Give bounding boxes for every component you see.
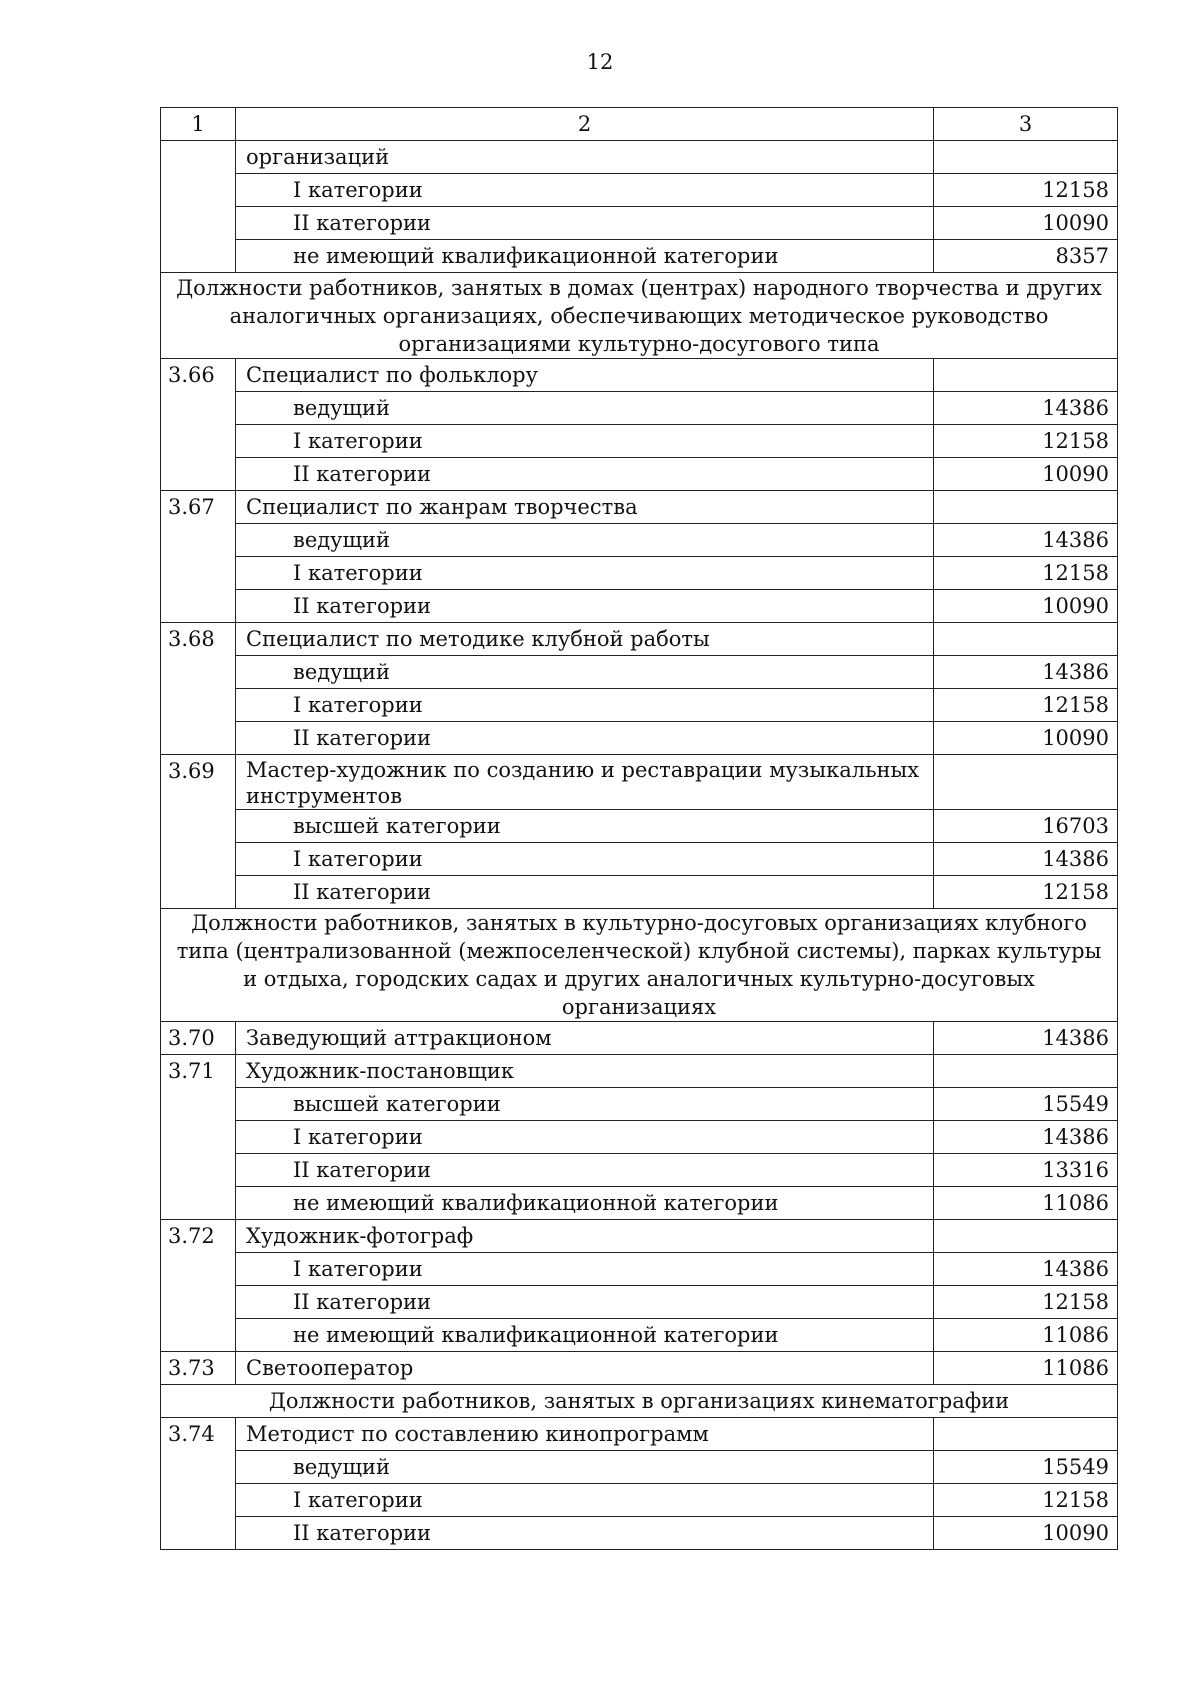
salary-value (934, 1418, 1118, 1451)
category-label: высшей категории (236, 1088, 934, 1121)
table-row (161, 141, 1118, 174)
position-number: 3.73 (161, 1352, 236, 1385)
position-title: Мастер-художник по созданию и реставрации музыкальных инструментов (236, 755, 934, 810)
salary-value: 14386 (934, 524, 1118, 557)
salary-value: 15549 (934, 1451, 1118, 1484)
table-row (161, 1121, 1118, 1154)
salary-value: 10090 (934, 590, 1118, 623)
salary-value (934, 1220, 1118, 1253)
table-row (161, 810, 1118, 843)
salary-value: 12158 (934, 1286, 1118, 1319)
category-label: II категории (236, 1517, 934, 1550)
table-row (161, 458, 1118, 491)
salary-value: 12158 (934, 174, 1118, 207)
position-title: организаций (236, 141, 934, 174)
position-title: Методист по составлению кинопрограмм (236, 1418, 934, 1451)
position-title: Художник-фотограф (236, 1220, 934, 1253)
position-title: Специалист по методике клубной работы (236, 623, 934, 656)
salary-value: 14386 (934, 843, 1118, 876)
category-label: I категории (236, 557, 934, 590)
table-header-row (161, 108, 1118, 141)
salary-value: 10090 (934, 1517, 1118, 1550)
salary-value: 10090 (934, 207, 1118, 240)
table-row (161, 1517, 1118, 1550)
column-header-2: 2 (236, 108, 934, 141)
table-row (161, 174, 1118, 207)
category-label: I категории (236, 843, 934, 876)
category-label: не имеющий квалификационной категории (236, 240, 934, 273)
salary-table (160, 107, 1118, 1550)
position-number: 3.70 (161, 1022, 236, 1055)
section-heading: Должности работников, занятых в домах (центрах) народного творчества и других аналогичных организациях, обеспечивающих методическое руководство организациями культурно-досугового типа (161, 273, 1118, 359)
table-row (161, 1154, 1118, 1187)
table-row (161, 1088, 1118, 1121)
column-header-1: 1 (161, 108, 236, 141)
position-title: Светооператор (236, 1352, 934, 1385)
page-number: 12 (586, 50, 614, 74)
category-label: II категории (236, 722, 934, 755)
salary-value: 10090 (934, 458, 1118, 491)
table-row (161, 1187, 1118, 1220)
position-title: Специалист по жанрам творчества (236, 491, 934, 524)
table-row (161, 425, 1118, 458)
table-row (161, 359, 1118, 392)
section-heading: Должности работников, занятых в организациях кинематографии (161, 1385, 1118, 1418)
table-row (161, 1451, 1118, 1484)
table-row (161, 755, 1118, 810)
salary-value: 11086 (934, 1319, 1118, 1352)
salary-value: 14386 (934, 656, 1118, 689)
category-label: II категории (236, 458, 934, 491)
salary-value: 12158 (934, 1484, 1118, 1517)
category-label: I категории (236, 689, 934, 722)
table-row (161, 1055, 1118, 1088)
salary-value: 12158 (934, 689, 1118, 722)
position-title: Специалист по фольклору (236, 359, 934, 392)
position-number: 3.67 (161, 491, 236, 623)
salary-value: 12158 (934, 425, 1118, 458)
salary-value (934, 1055, 1118, 1088)
table-row (161, 722, 1118, 755)
category-label: II категории (236, 1286, 934, 1319)
category-label: II категории (236, 207, 934, 240)
table-row (161, 1286, 1118, 1319)
category-label: I категории (236, 425, 934, 458)
category-label: I категории (236, 1121, 934, 1154)
salary-value: 14386 (934, 1121, 1118, 1154)
section-heading-row (161, 1385, 1118, 1418)
salary-value: 11086 (934, 1352, 1118, 1385)
salary-value (934, 755, 1118, 810)
salary-value: 13316 (934, 1154, 1118, 1187)
salary-value: 16703 (934, 810, 1118, 843)
salary-value: 11086 (934, 1187, 1118, 1220)
position-number: 3.74 (161, 1418, 236, 1550)
table-row (161, 1352, 1118, 1385)
category-label: II категории (236, 876, 934, 909)
category-label: ведущий (236, 524, 934, 557)
salary-value (934, 141, 1118, 174)
salary-value: 14386 (934, 392, 1118, 425)
table-row (161, 240, 1118, 273)
salary-value (934, 623, 1118, 656)
salary-value: 15549 (934, 1088, 1118, 1121)
salary-value (934, 359, 1118, 392)
table-row (161, 207, 1118, 240)
category-label: II категории (236, 590, 934, 623)
position-title: Художник-постановщик (236, 1055, 934, 1088)
table-row (161, 876, 1118, 909)
table-row (161, 1220, 1118, 1253)
position-number: 3.72 (161, 1220, 236, 1352)
section-heading-row (161, 909, 1118, 1022)
salary-value: 12158 (934, 557, 1118, 590)
table-row (161, 1418, 1118, 1451)
table-row (161, 491, 1118, 524)
category-label: ведущий (236, 1451, 934, 1484)
number-cell (161, 141, 236, 273)
category-label: I категории (236, 1253, 934, 1286)
position-title: Заведующий аттракционом (236, 1022, 934, 1055)
table-row (161, 1484, 1118, 1517)
table-row (161, 656, 1118, 689)
table-row (161, 590, 1118, 623)
table-row (161, 1253, 1118, 1286)
position-number: 3.66 (161, 359, 236, 491)
table-row (161, 623, 1118, 656)
table-row (161, 1319, 1118, 1352)
salary-value: 8357 (934, 240, 1118, 273)
category-label: II категории (236, 1154, 934, 1187)
category-label: I категории (236, 174, 934, 207)
salary-value (934, 491, 1118, 524)
category-label: ведущий (236, 656, 934, 689)
column-header-3: 3 (934, 108, 1118, 141)
table-row (161, 1022, 1118, 1055)
category-label: ведущий (236, 392, 934, 425)
salary-value: 10090 (934, 722, 1118, 755)
section-heading-row (161, 273, 1118, 359)
category-label: I категории (236, 1484, 934, 1517)
position-number: 3.69 (161, 755, 236, 909)
salary-value: 14386 (934, 1022, 1118, 1055)
position-number: 3.71 (161, 1055, 236, 1220)
position-number: 3.68 (161, 623, 236, 755)
category-label: высшей категории (236, 810, 934, 843)
category-label: не имеющий квалификационной категории (236, 1319, 934, 1352)
table-row (161, 524, 1118, 557)
table-row (161, 557, 1118, 590)
table-row (161, 689, 1118, 722)
salary-value: 12158 (934, 876, 1118, 909)
table-row (161, 392, 1118, 425)
category-label: не имеющий квалификационной категории (236, 1187, 934, 1220)
salary-value: 14386 (934, 1253, 1118, 1286)
table-row (161, 843, 1118, 876)
section-heading: Должности работников, занятых в культурно-досуговых организациях клубного типа (централизованной (межпоселенческой) клубной системы), парках культуры и отдыха, городских садах и других аналогичных культурно-досуговых организациях (161, 909, 1118, 1022)
